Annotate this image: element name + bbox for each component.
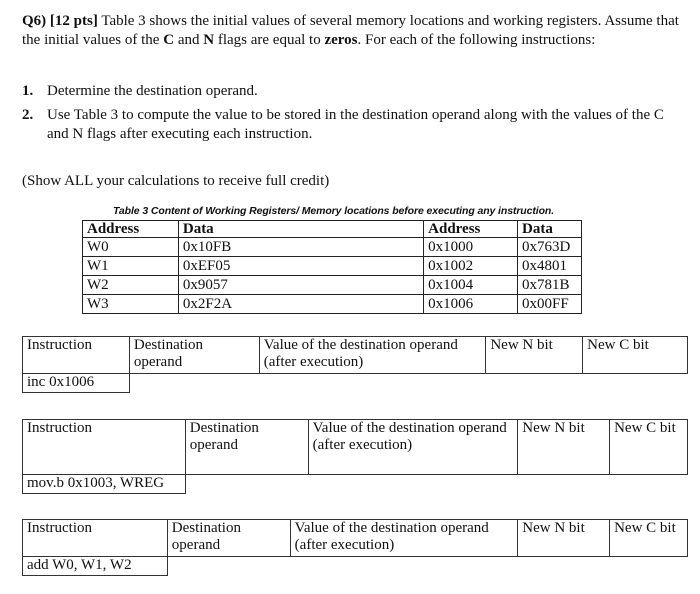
instruction-header-row (23, 337, 688, 374)
instruction-table-1 (22, 336, 688, 393)
header-instruction: Instruction (23, 520, 168, 557)
cell: 0x781B (518, 276, 582, 295)
instruction-row (23, 557, 688, 576)
instruction-cell: add W0, W1, W2 (23, 557, 168, 576)
task-text: Determine the destination operand. (47, 83, 258, 99)
blank-cell (129, 374, 259, 393)
cell: 0x2F2A (178, 295, 423, 314)
blank-cell (308, 475, 518, 494)
header-instruction: Instruction (23, 420, 186, 475)
table3 (82, 220, 582, 314)
and-word: and (174, 32, 204, 48)
header-instruction: Instruction (23, 337, 130, 374)
header-destination-value: Value of the destination operand (after execution) (308, 420, 518, 475)
header-destination-operand: Destination operand (185, 420, 308, 475)
question-points: [12 pts] (49, 13, 98, 29)
cell: W3 (83, 295, 179, 314)
blank-cell (486, 374, 583, 393)
cell: W0 (83, 238, 179, 257)
blank-cell (518, 475, 610, 494)
cell: 0x10FB (178, 238, 423, 257)
header-address: Address (424, 221, 518, 238)
cell: W2 (83, 276, 179, 295)
blank-cell (610, 475, 688, 494)
blank-cell (259, 374, 486, 393)
header-data: Data (178, 221, 423, 238)
question-intro: Table 3 shows the initial values of several memory locations and working registers. Assume that the initial values of the (22, 13, 679, 48)
cell: 0x763D (518, 238, 582, 257)
task-number: 1. (22, 83, 34, 99)
instruction-header-row (23, 520, 688, 557)
cell: 0x1006 (424, 295, 518, 314)
header-destination-operand: Destination operand (129, 337, 259, 374)
blank-cell (518, 557, 610, 576)
flag-n: N (203, 32, 215, 48)
cell: 0x00FF (518, 295, 582, 314)
header-data: Data (518, 221, 582, 238)
header-new-n-bit: New N bit (518, 520, 610, 557)
header-destination-operand: Destination operand (167, 520, 290, 557)
table-row (83, 238, 582, 257)
question-number: Q6) (22, 13, 47, 29)
cell: 0x1002 (424, 257, 518, 276)
blank-cell (290, 557, 518, 576)
cell: 0x4801 (518, 257, 582, 276)
instruction-cell: inc 0x1006 (23, 374, 130, 393)
zeros-word: zeros (324, 32, 358, 48)
header-new-n-bit: New N bit (486, 337, 583, 374)
table3-caption: Table 3 Content of Working Registers/ Memory locations before executing any instruction. (113, 205, 555, 217)
table-row (83, 276, 582, 295)
table3-header-row (83, 221, 582, 238)
header-new-c-bit: New C bit (583, 337, 688, 374)
cell: 0x1000 (424, 238, 518, 257)
header-destination-value: Value of the destination operand (after execution) (290, 520, 518, 557)
instruction-header-row (23, 420, 688, 475)
header-destination-value: Value of the destination operand (after execution) (259, 337, 486, 374)
cell: 0x9057 (178, 276, 423, 295)
cell: W1 (83, 257, 179, 276)
blank-cell (185, 475, 308, 494)
task-text: Use Table 3 to compute the value to be stored in the destination operand along with the values of the C and N flags after executing each instruction. (47, 107, 664, 142)
header-address: Address (83, 221, 179, 238)
task-list (22, 82, 682, 144)
blank-cell (167, 557, 290, 576)
instruction-table-2 (22, 419, 688, 494)
calculation-note: (Show ALL your calculations to receive full credit) (22, 173, 330, 189)
question-text (22, 12, 682, 50)
header-new-c-bit: New C bit (610, 520, 688, 557)
instruction-row (23, 374, 688, 393)
question-intro-c: . For each of the following instructions: (357, 32, 596, 48)
flag-c: C (163, 32, 175, 48)
instruction-row (23, 475, 688, 494)
cell: 0xEF05 (178, 257, 423, 276)
question-intro-b: flags are equal to (214, 32, 325, 48)
task-item (22, 82, 682, 101)
blank-cell (610, 557, 688, 576)
header-new-n-bit: New N bit (518, 420, 610, 475)
blank-cell (583, 374, 688, 393)
cell: 0x1004 (424, 276, 518, 295)
task-number: 2. (22, 107, 34, 123)
instruction-cell: mov.b 0x1003, WREG (23, 475, 186, 494)
table-row (83, 257, 582, 276)
table-row (83, 295, 582, 314)
instruction-table-3 (22, 519, 688, 576)
header-new-c-bit: New C bit (610, 420, 688, 475)
task-item (22, 106, 682, 144)
